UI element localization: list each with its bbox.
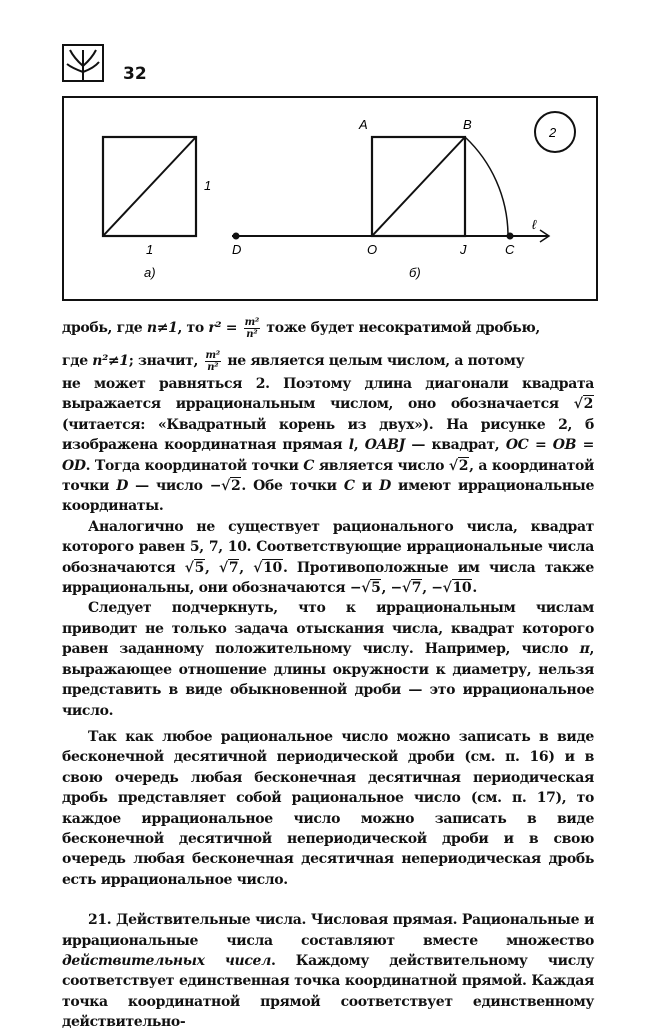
arc-BC (465, 137, 508, 234)
label-C: C (505, 242, 515, 257)
paragraph-1: не может равняться 2. Поэтому длина диагонали квадрата выражается иррациональным числом, оно обозначается √2 (читается: «Квадратный корень из двух»). На рисунке 2, б изображена координатная прямая l, OABJ — квадрат, OC = OB = OD. Тогда координатой точки C является число √2, а координатой точки D — число −√2. Обе точки C и D имеют иррациональные координаты. (62, 376, 595, 515)
label-side-right: 1 (204, 178, 212, 193)
book-logo-icon (62, 44, 104, 82)
fraction-m2-n2-2: $\frac{\text{m²}}{\text{n²}}$ (205, 349, 220, 373)
label-O: O (367, 242, 378, 257)
figure-number: 2 (549, 125, 557, 140)
line-2: где n²≠1; значит, $\frac{\text{m²}}{\text{n²}}$ не является целым числом, а потому (62, 349, 525, 373)
diagonal-OB (372, 137, 465, 236)
label-B: B (463, 117, 472, 132)
label-A: A (359, 117, 368, 132)
section-21-title: 21. Действительные числа. Числовая прямая. (88, 912, 458, 929)
line-1: дробь, где n≠1, то r² = $\frac{\text{m²}}{\text{n²}}$ тоже будет несократимой дробью, (62, 316, 540, 340)
paragraph-4: Так как любое рациональное число можно записать в виде бесконечной десятичной периодической дроби (см. п. 16) и в свою очередь любая бесконечная десятичная периодическая дробь представляет собой рациональное число (см. п. 17), то каждое иррациональное число можно записать в виде бесконечной десятичной непериодической дроби и в свою очередь любая бесконечная десятичная непериодическая дробь есть иррациональное число. (62, 728, 594, 888)
paragraph-3: Следует подчеркнуть, что к иррациональным числам приводит не только задача отыскания числа, квадрат которого равен заданному положительному числу. Например, число π, выражающее отношение длины окружности к диаметру, нельзя представить в виде обыкновенной дроби — это иррациональное число. (62, 600, 594, 719)
label-l: ℓ (532, 217, 537, 232)
label-D: D (232, 242, 242, 257)
label-J: J (460, 242, 467, 257)
body-text (62, 316, 594, 1033)
caption-b: б) (409, 265, 421, 280)
point-D (233, 233, 240, 240)
page-number: 32 (123, 64, 147, 84)
paragraph-2: Аналогично не существует рационального числа, квадрат которого равен 5, 7, 10. Соответствующие иррациональные числа обозначаются √5, √7, √10. Противоположные им числа также иррациональны, они обозначаются −√5, −√7, −√10. (62, 518, 594, 597)
figure-2 (62, 96, 598, 301)
label-side-bottom: 1 (146, 242, 154, 257)
diagonal-a (103, 137, 196, 236)
section-21: 21. Действительные числа. Числовая прямая. Рациональные и иррациональные числа составляют вместе множество действительных чисел. Каждому действительному числу соответствует единственная точка координатной прямой. Каждая точка координатной прямой соответствует единственному действительно- (62, 912, 594, 1031)
caption-a: а) (144, 265, 156, 280)
fraction-m2-n2: $\frac{\text{m²}}{\text{n²}}$ (244, 316, 259, 340)
